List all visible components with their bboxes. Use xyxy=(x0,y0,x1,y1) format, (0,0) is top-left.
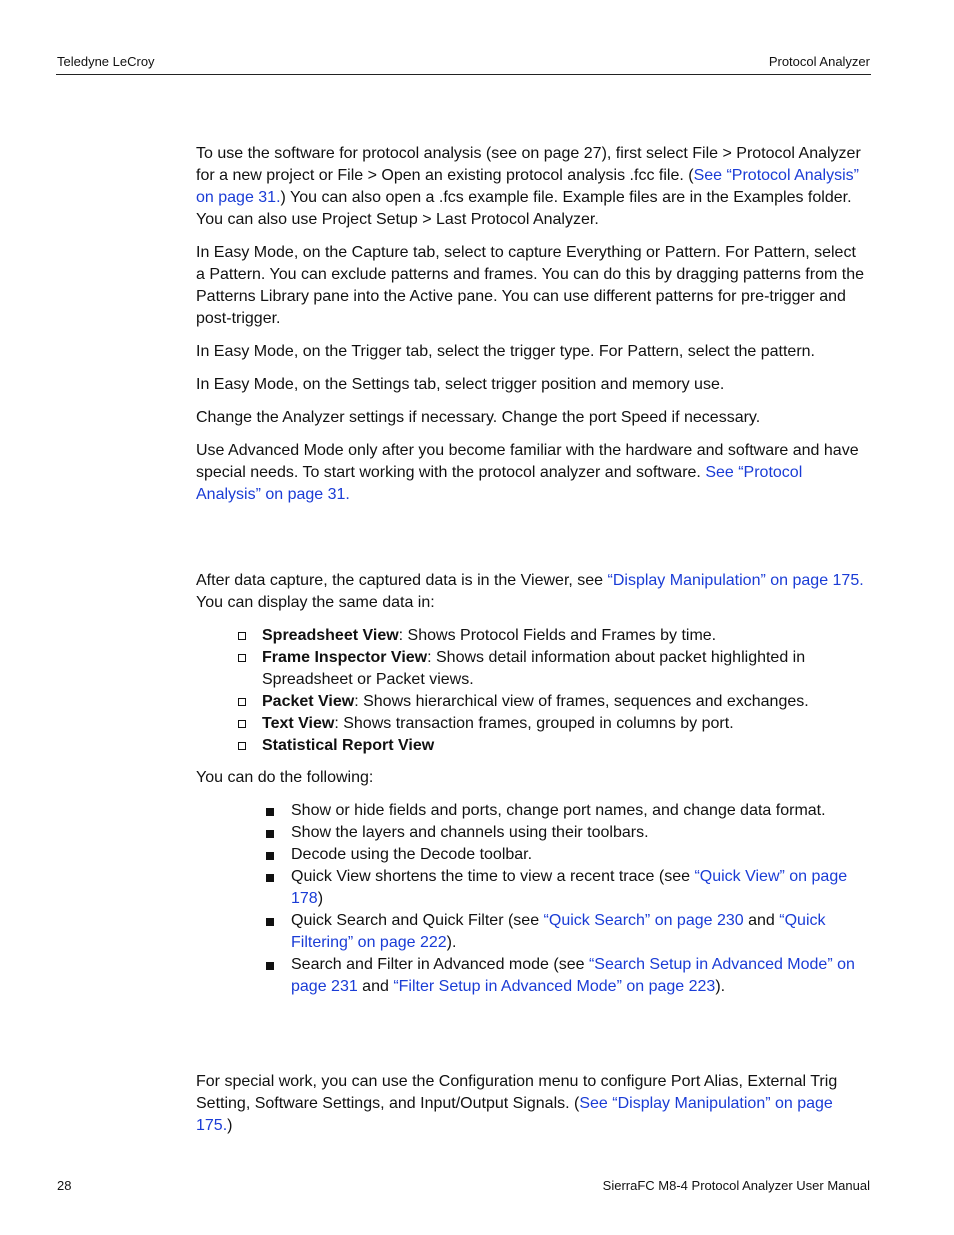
text: and xyxy=(743,912,780,929)
view-desc: : Shows Protocol Fields and Frames by time. xyxy=(398,627,717,644)
link-filter-setup[interactable]: “Filter Setup in Advanced Mode” on page 223 xyxy=(393,978,716,995)
text: Search and Filter in Advanced mode (see xyxy=(291,956,589,973)
text: Use Advanced Mode only after you become familiar with the hardware and software and have special needs. To start working with the protocol analyzer and software. xyxy=(196,442,859,481)
link-quick-view[interactable]: “Quick View” on page 178 xyxy=(291,868,848,907)
header-rule xyxy=(56,74,871,75)
paragraph-settings-tab: In Easy Mode, on the Settings tab, select trigger position and memory use. xyxy=(196,376,725,393)
text: ) xyxy=(227,1117,233,1134)
header-left: Teledyne LeCroy xyxy=(57,54,155,69)
view-desc: : Shows detail information about packet highlighted in Spreadsheet or Packet views. xyxy=(262,649,806,688)
view-name: Statistical Report View xyxy=(262,737,435,754)
text: Show or hide fields and ports, change port names, and change data format. xyxy=(291,802,826,819)
text: ) xyxy=(317,890,324,907)
list-item xyxy=(291,844,868,866)
list-item xyxy=(262,691,868,713)
link-protocol-analysis-2[interactable]: See “Protocol Analysis” on page 31. xyxy=(196,464,803,503)
paragraph-intro xyxy=(196,143,868,231)
text: To use the software for protocol analysis (see on page 27), first select File > Protocol Analyzer for a new project or File > Open an existing protocol analysis .fcc file. ( xyxy=(196,145,861,184)
view-name: Packet View xyxy=(262,693,355,710)
paragraph-advanced-mode xyxy=(196,440,868,506)
list-item xyxy=(262,735,868,757)
views-list xyxy=(196,625,868,757)
view-desc: : Shows transaction frames, grouped in columns by port. xyxy=(334,715,734,732)
checkbox-bullet-icon xyxy=(238,720,246,728)
square-bullet-icon xyxy=(266,852,274,860)
square-bullet-icon xyxy=(266,808,274,816)
square-bullet-icon xyxy=(266,962,274,970)
link-display-manipulation-2[interactable]: See “Display Manipulation” on page 175. xyxy=(196,1095,833,1134)
section-gap xyxy=(196,1008,868,1071)
view-name: Frame Inspector View xyxy=(262,649,428,666)
link-search-setup[interactable]: “Search Setup in Advanced Mode” on page 231 xyxy=(291,956,855,995)
list-item xyxy=(291,954,868,998)
list-item xyxy=(262,713,868,735)
text: ) You can also open a .fcs example file. Example files are in the Examples folder. You can also use Project Setup > Last Protocol Analyzer. xyxy=(196,189,852,228)
paragraph-capture-tab: In Easy Mode, on the Capture tab, select to capture Everything or Pattern. For Pattern, select a Pattern. You can exclude patterns and frames. You can do this by dragging patterns from the Patterns Library pane into the Active pane. You can use different patterns for pre-trigger and post-trigger. xyxy=(196,244,864,327)
paragraph-following: You can do the following: xyxy=(196,769,374,786)
text: For special work, you can use the Configuration menu to configure Port Alias, External Trig Setting, Software Settings, and Input/Output Signals. ( xyxy=(196,1073,838,1112)
square-bullet-icon xyxy=(266,830,274,838)
paragraph-configuration xyxy=(196,1071,868,1137)
list-item xyxy=(291,910,868,954)
text: After data capture, the captured data is in the Viewer, see xyxy=(196,572,608,589)
checkbox-bullet-icon xyxy=(238,632,246,640)
text: Quick Search and Quick Filter (see xyxy=(291,912,544,929)
link-protocol-analysis[interactable]: See “Protocol Analysis” on page 31. xyxy=(196,167,859,206)
section-gap xyxy=(196,517,868,570)
header-right: Protocol Analyzer xyxy=(768,54,870,69)
text: You can display the same data in: xyxy=(196,594,435,611)
list-item xyxy=(291,800,868,822)
view-name: Text View xyxy=(262,715,335,732)
page-body xyxy=(196,143,868,1148)
link-quick-search[interactable]: “Quick Search” on page 230 xyxy=(543,912,744,929)
paragraph-analyzer-settings: Change the Analyzer settings if necessary. Change the port Speed if necessary. xyxy=(196,409,761,426)
square-bullet-icon xyxy=(266,918,274,926)
list-item xyxy=(291,866,868,910)
text: Quick View shortens the time to view a recent trace (see xyxy=(291,868,695,885)
paragraph-viewer xyxy=(196,570,868,614)
checkbox-bullet-icon xyxy=(238,654,246,662)
text: and xyxy=(357,978,394,995)
checkbox-bullet-icon xyxy=(238,742,246,750)
view-desc: : Shows hierarchical view of frames, sequences and exchanges. xyxy=(354,693,809,710)
list-item xyxy=(262,647,868,691)
paragraph-trigger-tab: In Easy Mode, on the Trigger tab, select the trigger type. For Pattern, select the pattern. xyxy=(196,343,815,360)
link-display-manipulation[interactable]: “Display Manipulation” on page 175. xyxy=(607,572,864,589)
checkbox-bullet-icon xyxy=(238,698,246,706)
view-name: Spreadsheet View xyxy=(262,627,399,644)
footer-page-number: 28 xyxy=(57,1178,72,1193)
square-bullet-icon xyxy=(266,874,274,882)
text: ). xyxy=(446,934,457,951)
link-quick-filtering[interactable]: “Quick Filtering” on page 222 xyxy=(291,912,826,951)
list-item xyxy=(291,822,868,844)
actions-list xyxy=(196,800,868,998)
text: Show the layers and channels using their toolbars. xyxy=(291,824,649,841)
text: ). xyxy=(715,978,726,995)
text: Decode using the Decode toolbar. xyxy=(291,846,533,863)
list-item xyxy=(262,625,868,647)
footer-title: SierraFC M8-4 Protocol Analyzer User Manual xyxy=(602,1178,870,1193)
